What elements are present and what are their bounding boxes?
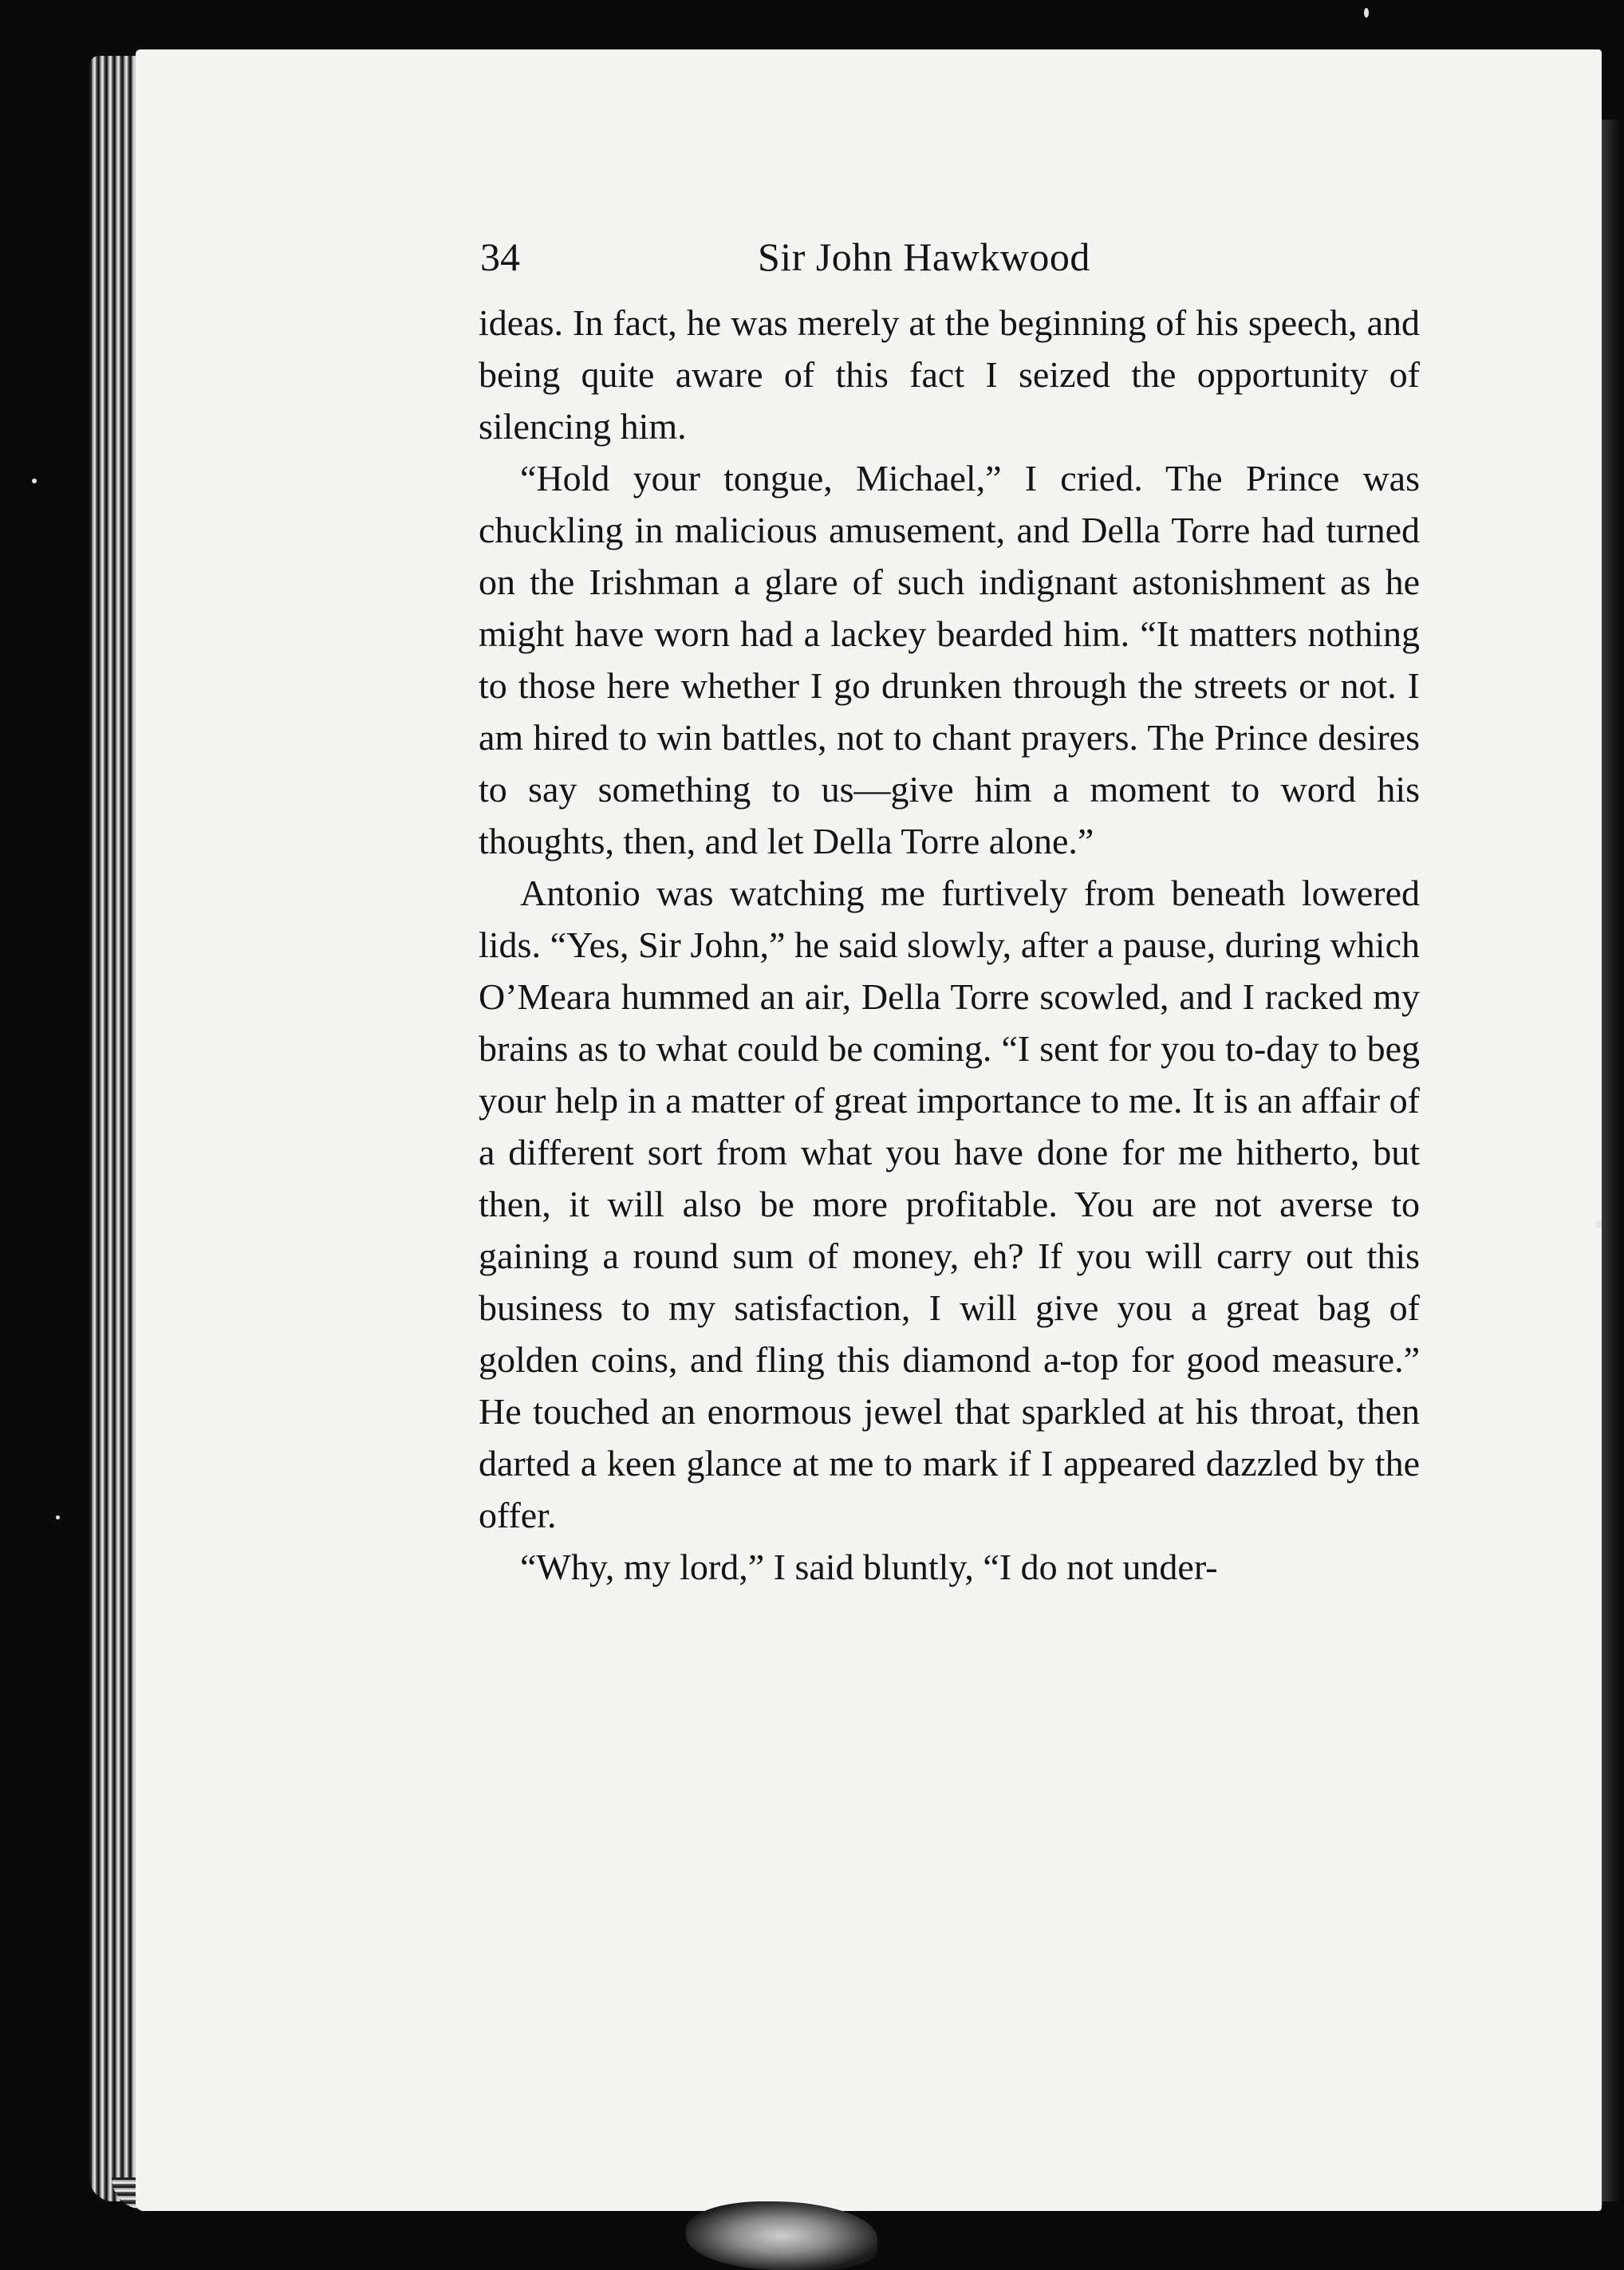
paragraph: “Why, my lord,” I said bluntly, “I do not under- [520,1547,1218,1587]
running-head [479,231,1420,284]
page-edge-right [1600,120,1619,2201]
paragraph: Antonio was watching me furtively from beneath lowered lids. “Yes, Sir John,” he said slowly, after a pause, during which O’Meara hummed an air, Della Torre scowled, and I racked my brains as to what could be coming. “I sent for you to-day to beg your help in a matter of great importance to me. It is an affair of a different sort from what you have done for me hitherto, but then, it will also be more profitable. You are not averse to gaining a round sum of money, eh? If you will carry out this business to my satisfaction, I will give you a great bag of golden coins, and fling this diamond a-top for good measure.” He touched an enormous jewel that sparkled at his throat, then darted a keen glance at me to mark if I appeared dazzled by the offer. [479,873,1420,1535]
dust-speck [1595,1220,1602,1228]
page-content [479,231,1420,1593]
dust-speck [1364,8,1369,18]
dust-speck [32,479,37,483]
dust-speck [56,1515,60,1519]
paragraph: ideas. In fact, he was merely at the beginning of his speech, and being quite aware of this fact I seized the opportunity of silencing him. [479,302,1420,447]
body-text [479,297,1420,1593]
scan-blemish [686,2201,877,2270]
paragraph: “Hold your tongue, Michael,” I cried. The Prince was chuckling in malicious amusement, and Della Torre had turned on the Irishman a glare of such indignant astonishment as he might have worn had a lackey bearded him. “It matters nothing to those here whether I go drunken through the streets or not. I am hired to win battles, not to chant prayers. The Prince desires to say something to us—give him a moment to word his thoughts, then, and let Della Torre alone.” [479,458,1420,861]
book-title: Sir John Hawkwood [758,234,1090,279]
page-number: 34 [480,234,520,279]
